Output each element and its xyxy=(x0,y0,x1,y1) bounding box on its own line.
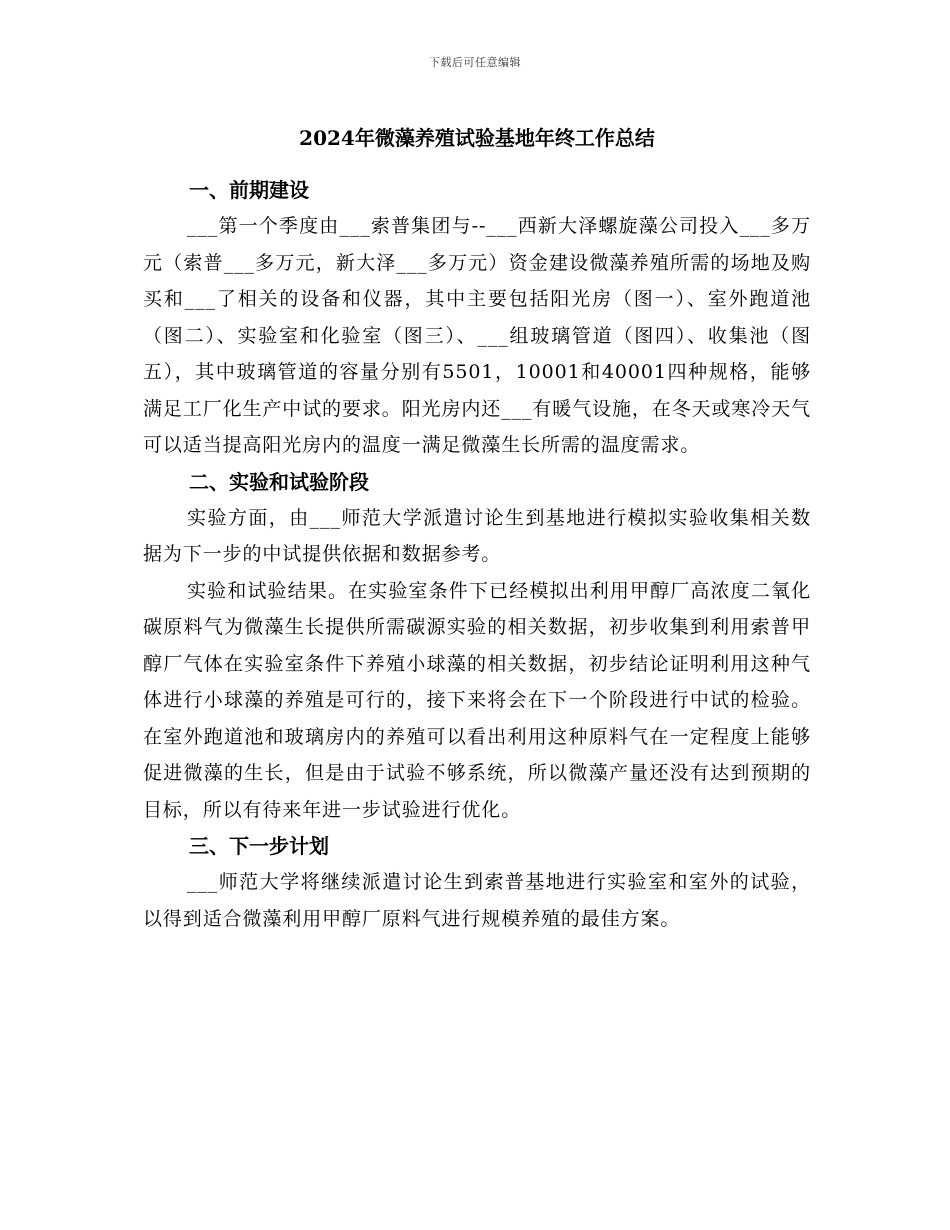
paragraph: 实验方面，由___师范大学派遣讨论生到基地进行模拟实验收集相关数据为下一步的中试提供依据和数据参考。 xyxy=(143,506,811,565)
section-2 xyxy=(143,464,811,829)
paragraph: 实验和试验结果。在实验室条件下已经模拟出利用甲醇厂高浓度二氧化碳原料气为微藻生长提供所需碳源实验的相关数据，初步收集到利用索普甲醇厂气体在实验室条件下养殖小球藻的相关数据，初步结论证明利用这种气体进行小球藻的养殖是可行的，接下来将会在下一个阶段进行中试的检验。在室外跑道池和玻璃房内的养殖可以看出利用这种原料气在一定程度上能够促进微藻的生长，但是由于试验不够系统，所以微藻产量还没有达到预期的目标，所以有待来年进一步试验进行优化。 xyxy=(143,579,811,821)
section-1 xyxy=(143,172,811,464)
document-body xyxy=(143,122,811,937)
section-heading: 三、下一步计划 xyxy=(189,834,329,858)
section-heading: 一、前期建设 xyxy=(189,178,309,202)
section-heading: 二、实验和试验阶段 xyxy=(189,469,369,494)
header-note: 下载后可任意编辑 xyxy=(429,56,521,69)
document-title: 2024年微藻养殖试验基地年终工作总结 xyxy=(299,126,655,150)
paragraph: ___师范大学将继续派遣讨论生到索普基地进行实验室和室外的试验，以得到适合微藻利用甲醇厂原料气进行规模养殖的最佳方案。 xyxy=(143,871,811,930)
paragraph: ___第一个季度由___索普集团与--___西新大泽螺旋藻公司投入___多万元（索普___多万元，新大泽___多万元）资金建设微藻养殖所需的场地及购买和___了相关的设备和仪器，其中主要包括阳光房（图一）、室外跑道池（图二）、实验室和化验室（图三）、___组玻璃管道（图四）、收集池（图五），其中玻璃管道的容量分别有5501，10001和40001四种规格，能够满足工厂化生产中试的要求。阳光房内还___有暖气设施，在冬天或寒冷天气可以适当提高阳光房内的温度一满足微藻生长所需的温度需求。 xyxy=(143,215,812,456)
section-3 xyxy=(143,828,811,937)
